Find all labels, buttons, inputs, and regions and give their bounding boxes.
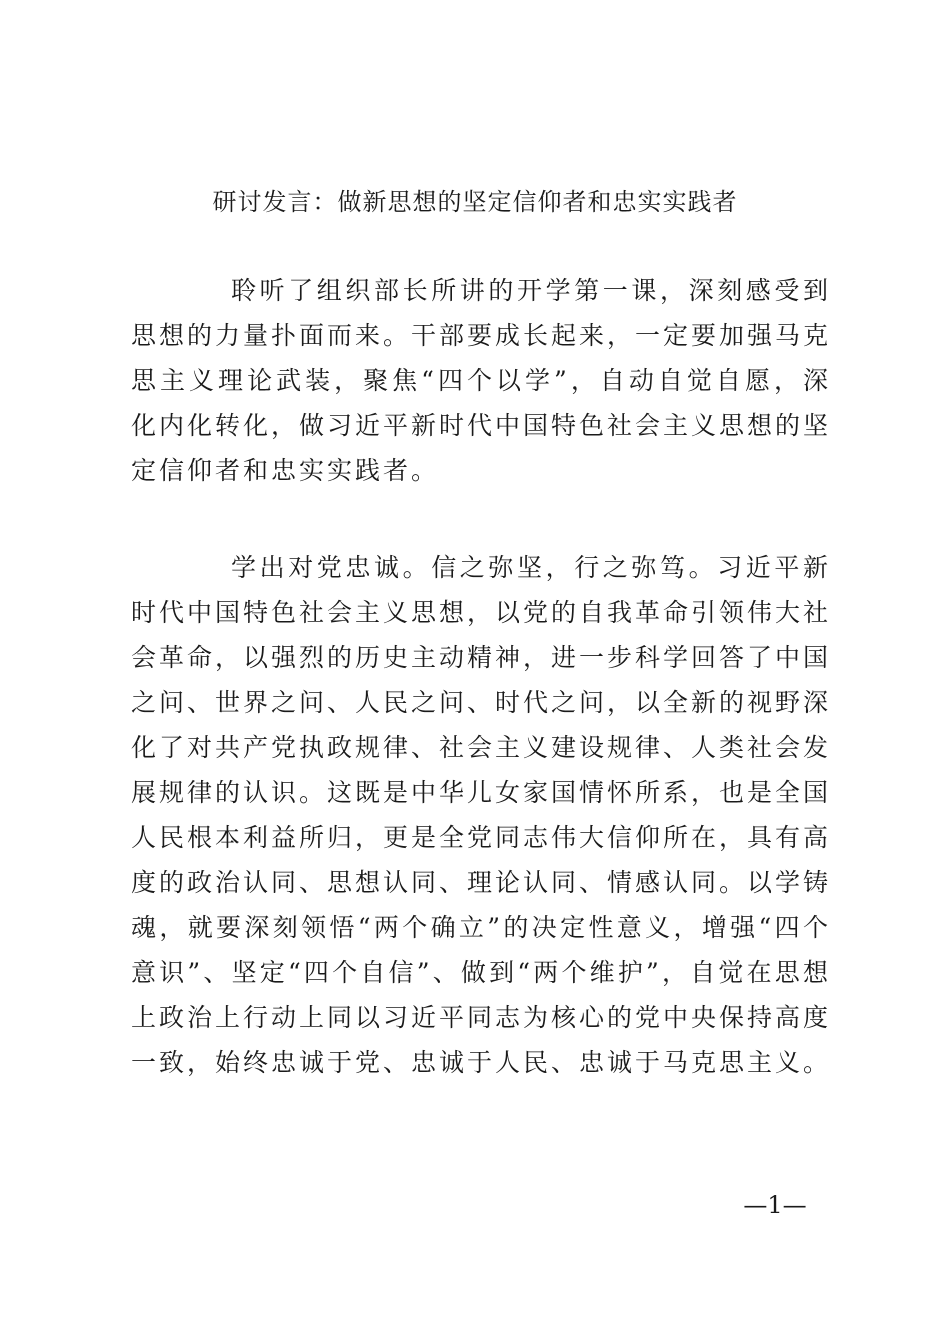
document-title: 研讨发言：做新思想的坚定信仰者和忠实实践者 (212, 188, 738, 216)
page-number: —1— (743, 1191, 807, 1219)
paragraph-intro: 聆听了组织部长所讲的开学第一课，深刻感受到思想的力量扑面而来。干部要成长起来，一定要加强马克思主义理论武装，聚焦“四个以学”，自动自觉自愿，深化内化转化，做习近平新时代中国特色社会主义思想的坚定信仰者和忠实实践者。 (131, 276, 832, 485)
paragraph-loyalty: 学出对党忠诚。信之弥坚，行之弥笃。习近平新时代中国特色社会主义思想，以党的自我革命引领伟大社会革命，以强烈的历史主动精神，进一步科学回答了中国之问、世界之问、人民之问、时代之问，以全新的视野深化了对共产党执政规律、社会主义建设规律、人类社会发展规律的认识。这既是中华儿女家国情怀所系，也是全国人民根本利益所归，更是全党同志伟大信仰所在，具有高度的政治认同、思想认同、理论认同、情感认同。以学铸魂，就要深刻领悟“两个确立”的决定性意义，增强“四个意识”、坚定“四个自信”、做到“两个维护”，自觉在思想上政治上行动上同以习近平同志为核心的党中央保持高度一致，始终忠诚于党、忠诚于人民、忠诚于马克思主义。 (131, 553, 832, 1077)
